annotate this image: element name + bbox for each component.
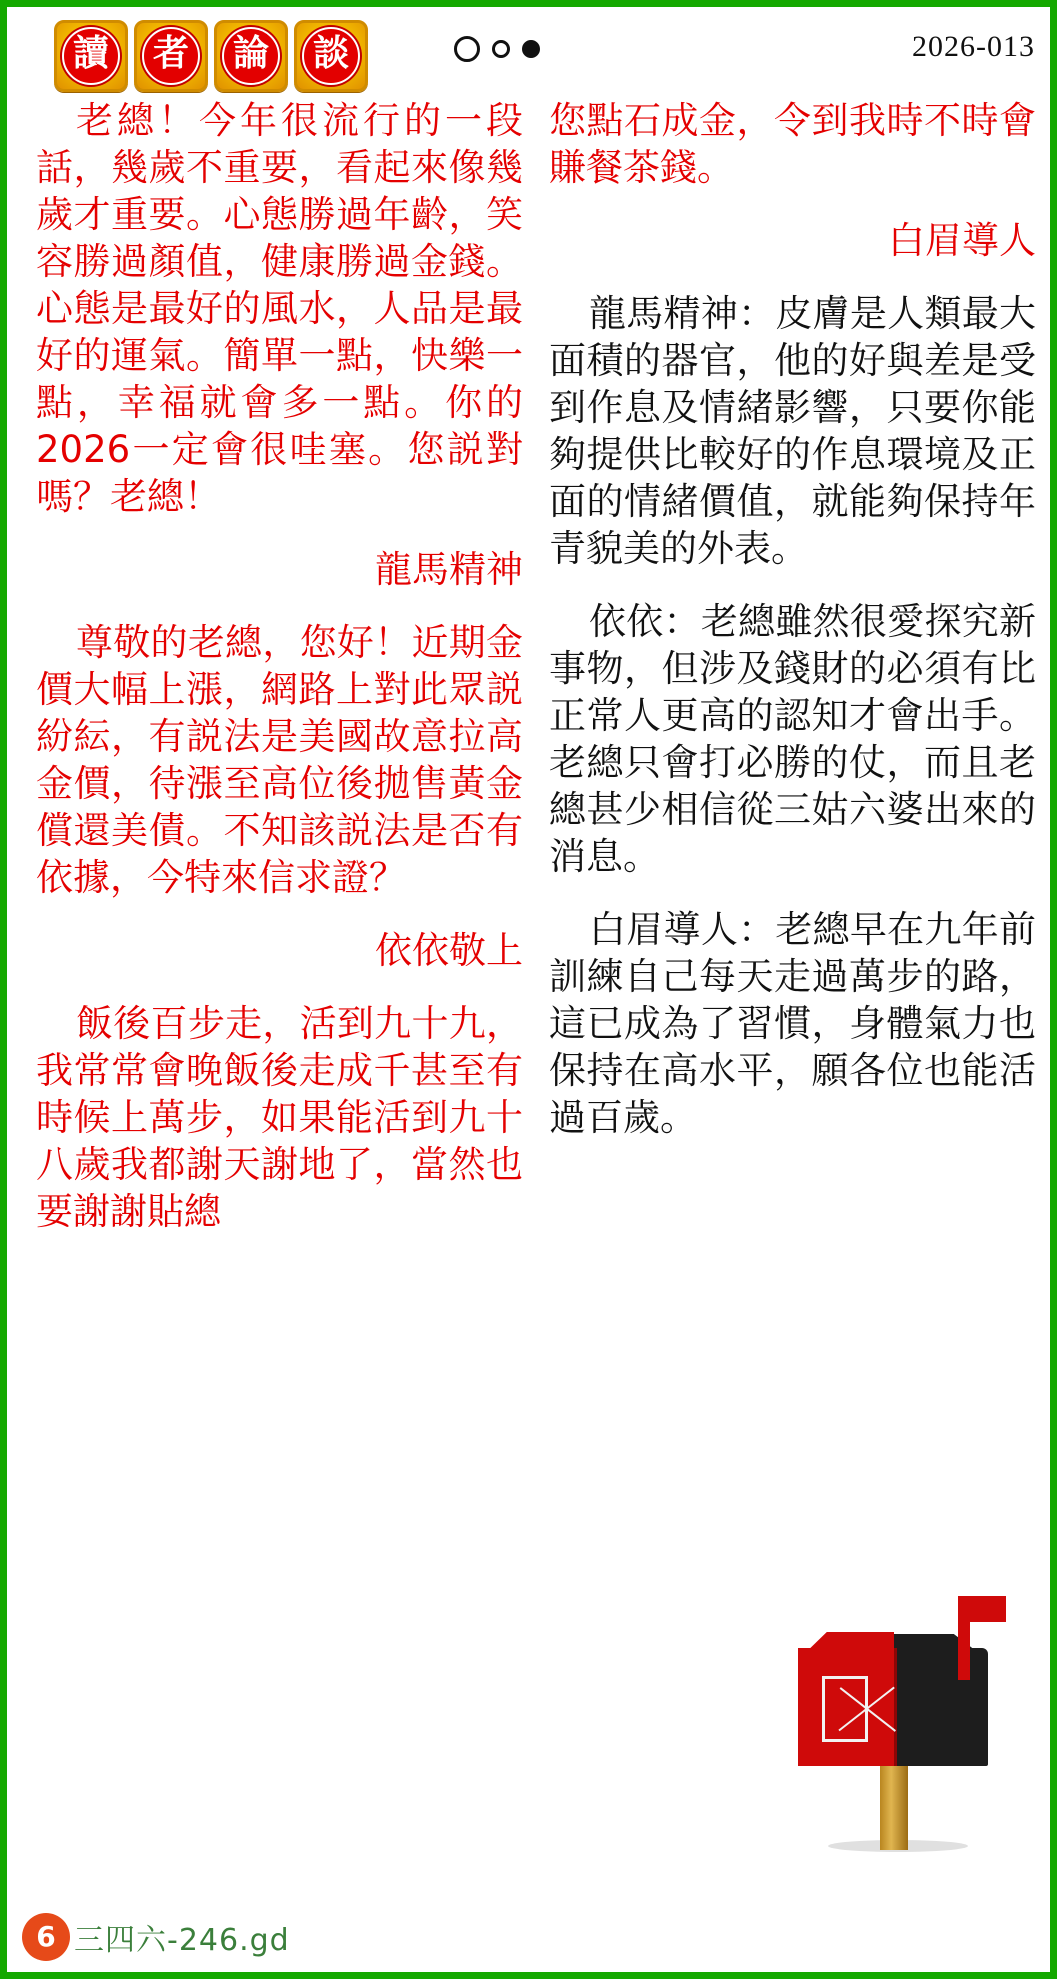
letter-signature: 龍馬精神 [375,547,523,591]
column-right [549,98,1036,1868]
masthead-badge-3 [214,20,288,92]
page-footer [14,1907,1057,1965]
masthead-badge-1 [54,20,128,92]
decorative-dots [454,36,540,62]
mailbox-illustration [772,1590,1022,1850]
circle-outline-small-icon [492,40,510,58]
letter-paragraph: 老總！今年很流行的一段話，幾歲不重要，看起來像幾歲才重要。心態勝過年齡，笑容勝過顏值，健康勝過金錢。心態是最好的風水，人品是最好的運氣。簡單一點，快樂一點，幸福就會多一點。你的2026一定會很哇塞。您説對嗎？老總！ [36,99,523,518]
reply-paragraph: 龍馬精神：皮膚是人類最大面積的器官，他的好與差是受到作息及情緒影響，只要你能夠提供比較好的作息環境及正面的情緒價值，就能夠保持年青貌美的外表。 [549,291,1036,570]
masthead-char-4: 談 [302,27,360,85]
issue-code: 2026-013 [912,30,1035,63]
letter-signature: 白眉導人 [888,218,1036,262]
page-header [14,14,1057,96]
article-columns [36,98,1036,1868]
reply-paragraph: 依依：老總雖然很愛探究新事物，但涉及錢財的必須有比正常人更高的認知才會出手。老總只會打必勝的仗，而且老總甚少相信從三姑六婆出來的消息。 [549,599,1036,878]
letter-paragraph: 尊敬的老總，您好！近期金價大幅上漲，網路上對此眾説紛紜，有説法是美國故意拉高金價，待漲至高位後拋售黃金償還美債。不知該説法是否有依據，今特來信求證？ [36,620,523,899]
column-left [36,98,523,1868]
circle-filled-icon [522,40,540,58]
masthead-char-3: 論 [222,27,280,85]
masthead-badge-2 [134,20,208,92]
reply-paragraph: 白眉導人：老總早在九年前訓練自己每天走過萬步的路，這已成為了習慣，身體氣力也保持在高水平，願各位也能活過百歲。 [549,907,1036,1139]
masthead-title [54,20,368,92]
letter-paragraph: 飯後百步走，活到九十九，我常常會晚飯後走成千甚至有時候上萬步，如果能活到九十八歲我都謝天謝地了，當然也要謝謝貼總 [36,1001,523,1233]
letter-signature: 依依敬上 [375,928,523,972]
site-logo-icon: 6 [22,1913,70,1961]
mailbox-flag [958,1596,1006,1622]
page-inner [14,14,1043,1965]
letter-paragraph: 您點石成金，令到我時不時會賺餐茶錢。 [549,99,1036,189]
circle-outline-icon [454,36,480,62]
masthead-badge-4 [294,20,368,92]
site-watermark: 三四六-246.gd [74,1923,290,1958]
masthead-char-2: 者 [142,27,200,85]
mailbox-door [822,1676,868,1742]
masthead-char-1: 讀 [62,27,120,85]
